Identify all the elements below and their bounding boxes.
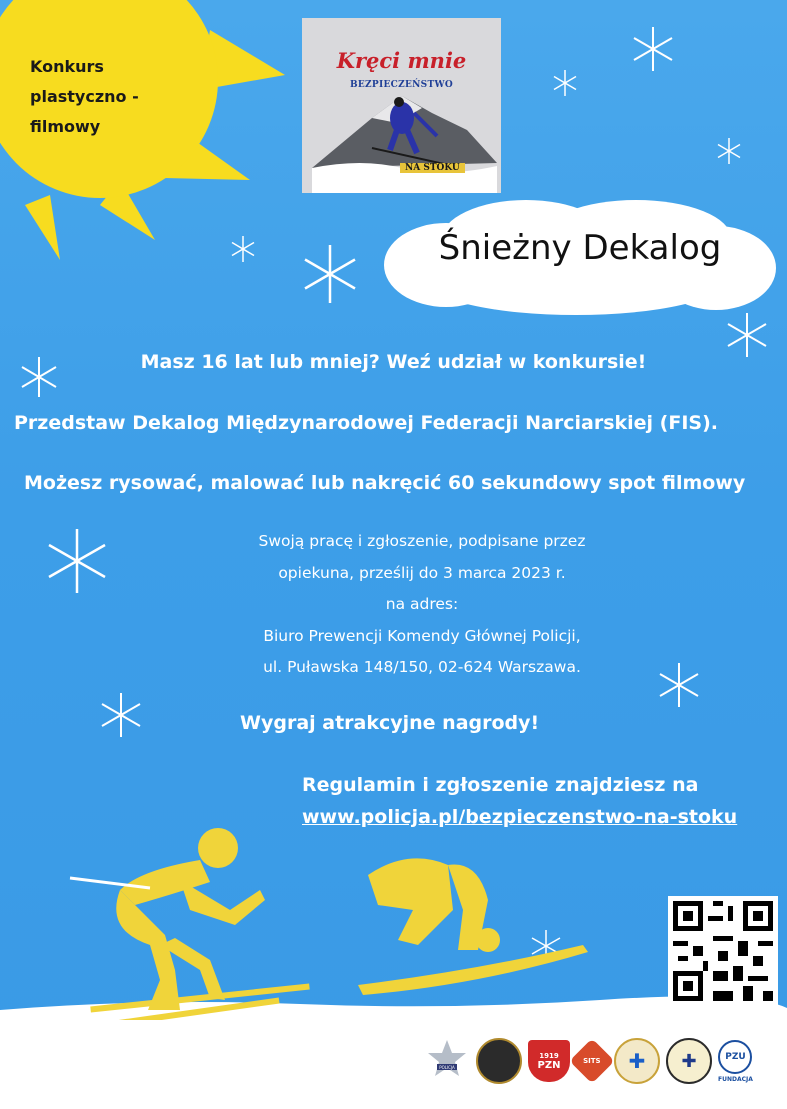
policja-label: POLICJA — [439, 1065, 455, 1070]
police-star-icon — [424, 1038, 470, 1084]
snowflake-icon — [228, 234, 258, 264]
address-line-5: ul. Puławska 148/150, 02-624 Warszawa. — [263, 658, 581, 676]
snowflake-icon — [654, 660, 704, 710]
military-emblem-icon — [476, 1038, 522, 1084]
campaign-logo — [302, 18, 501, 193]
pzu-fundacja-logo — [718, 1040, 753, 1083]
snowboarder-silhouette-icon — [338, 850, 598, 1000]
address-line-1: Swoją pracę i zgłoszenie, podpisane przez — [258, 532, 586, 550]
logo-subtitle: BEZPIECZEŃSTWO — [349, 80, 454, 90]
snowflake-icon — [628, 24, 678, 74]
contest-type-label: Konkurs plastyczno - filmowy — [30, 57, 139, 136]
qr-code[interactable] — [668, 896, 778, 1006]
snowflake-icon — [42, 526, 112, 596]
rules-link[interactable]: www.policja.pl/bezpieczenstwo-na-stoku — [302, 806, 738, 828]
qr-code-icon — [668, 896, 778, 1006]
page-title: Śnieżny Dekalog — [438, 228, 722, 268]
format-options-text: Możesz rysować, malować lub nakręcić 60 sekundowy spot filmowy — [24, 472, 746, 494]
address-line-4: Biuro Prewencji Komendy Głównej Policji, — [263, 626, 581, 645]
age-eligibility-text: Masz 16 lat lub mniej? Weź udział w konkursie! — [140, 351, 647, 373]
prizes-text: Wygraj atrakcyjne nagrody! — [240, 712, 540, 734]
logo-title: Kręci mnie — [336, 48, 467, 73]
snowflake-icon — [96, 690, 146, 740]
snowflake-icon — [550, 68, 580, 98]
pzn-year: 1919 — [539, 1051, 559, 1060]
snowflake-icon — [714, 136, 744, 166]
task-description-text: Przedstaw Dekalog Międzynarodowej Federacji Narciarskiej (FIS). — [14, 412, 718, 434]
pzu-label: PZU — [718, 1040, 752, 1074]
fundacja-label: FUNDACJA — [718, 1075, 753, 1083]
snowflake-icon — [298, 242, 362, 306]
address-line-3: na adres: — [385, 595, 459, 613]
gopr-cross-icon: ✚ — [666, 1038, 712, 1084]
pzn-emblem — [528, 1040, 570, 1082]
partner-logos — [424, 1038, 753, 1084]
pzn-label: PZN — [537, 1059, 561, 1071]
address-line-2: opiekuna, prześlij do 3 marca 2023 r. — [278, 563, 566, 582]
skier-silhouette-icon — [60, 820, 320, 1020]
logo-tag: NA STOKU — [400, 163, 465, 173]
sits-emblem — [569, 1038, 614, 1083]
submission-address — [222, 526, 622, 684]
rules-text: Regulamin i zgłoszenie znajdziesz na — [302, 774, 699, 796]
rescue-cross-icon: ✚ — [614, 1038, 660, 1084]
sits-label: SITS — [583, 1057, 601, 1065]
